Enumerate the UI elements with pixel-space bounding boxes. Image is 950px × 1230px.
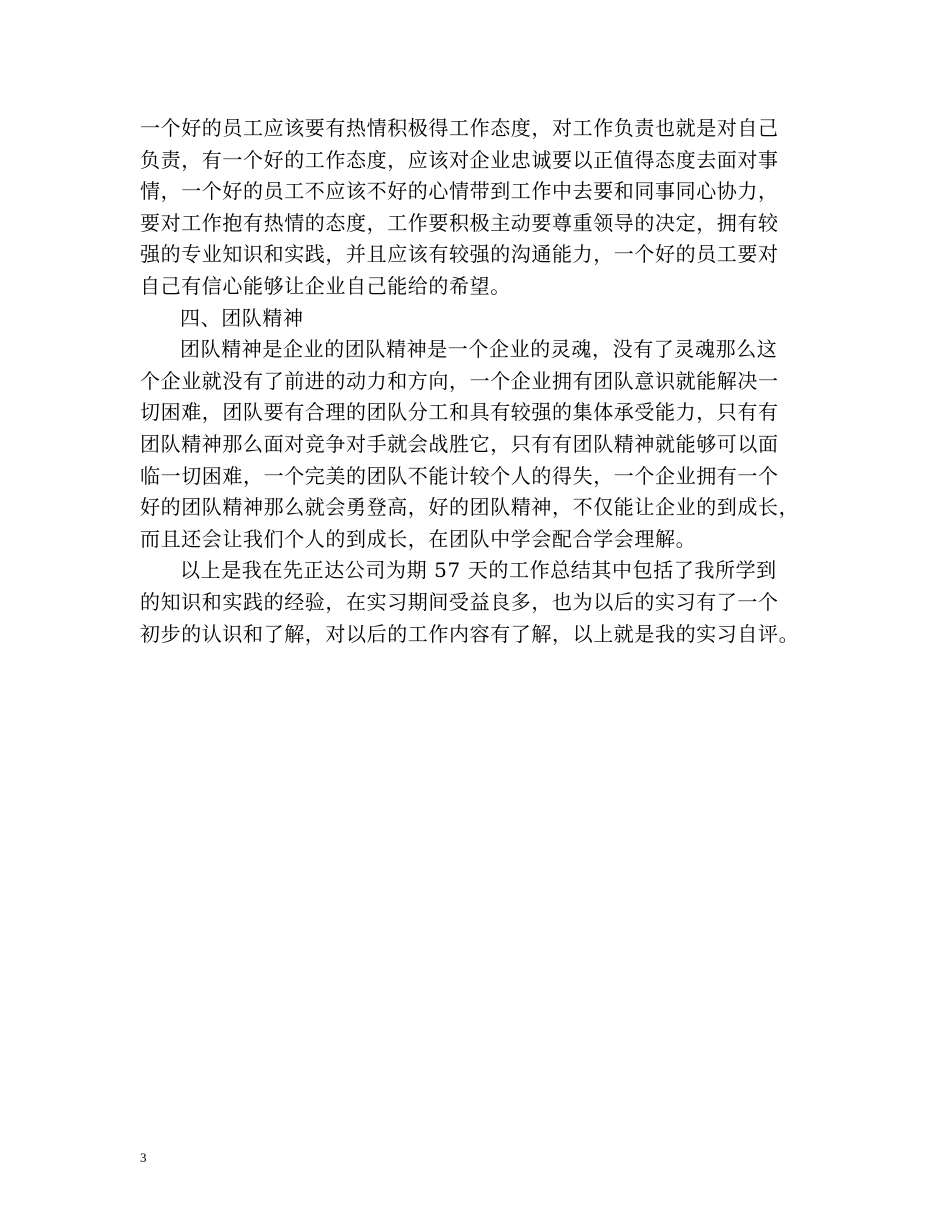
paragraph-employee-attitude: [140, 113, 830, 303]
text-line: 初步的认识和了解，对以后的工作内容有了解，以上就是我的实习自评。: [140, 621, 800, 646]
text-line: 负责，有一个好的工作态度，应该对企业忠诚要以正值得态度去面对事: [140, 147, 779, 172]
document-body: [140, 113, 830, 650]
text-line: 一个好的员工应该要有热情积极得工作态度，对工作负责也就是对自己: [140, 116, 779, 140]
text-line: 切困难，团队要有合理的团队分工和具有较强的集体承受能力，只有有: [140, 400, 779, 425]
text-line: 个企业就没有了前进的动力和方向，一个企业拥有团队意识就能解决一: [140, 368, 779, 393]
text-line: 自己有信心能够让企业自己能给的希望。: [140, 273, 511, 298]
page-number: 3: [140, 1150, 147, 1165]
paragraph-team-spirit: [140, 334, 830, 555]
text-line: 而且还会让我们个人的到成长，在团队中学会配合学会理解。: [140, 526, 697, 551]
section-heading: 四、团队精神: [180, 305, 304, 330]
text-line: 团队精神是企业的团队精神是一个企业的灵魂，没有了灵魂那么这: [180, 337, 778, 362]
text-line: 临一切困难，一个完美的团队不能计较个人的得失，一个企业拥有一个: [140, 463, 779, 488]
text-line: 强的专业知识和实践，并且应该有较强的沟通能力，一个好的员工要对: [140, 242, 779, 267]
text-line: 团队精神那么面对竞争对手就会战胜它，只有有团队精神就能够可以面: [140, 431, 779, 456]
text-line: 好的团队精神那么就会勇登高，好的团队精神，不仅能让企业的到成长，: [140, 495, 800, 520]
text-line: 的知识和实践的经验，在实习期间受益良多，也为以后的实习有了一个: [140, 589, 779, 614]
text-line: 要对工作抱有热情的态度，工作要积极主动要尊重领导的决定，拥有较: [140, 210, 779, 235]
paragraph-summary: [140, 555, 830, 650]
text-line: 情，一个好的员工不应该不好的心情带到工作中去要和同事同心协力，: [140, 179, 779, 204]
text-line: 以上是我在先正达公司为期 57 天的工作总结其中包括了我所学到: [180, 558, 777, 583]
